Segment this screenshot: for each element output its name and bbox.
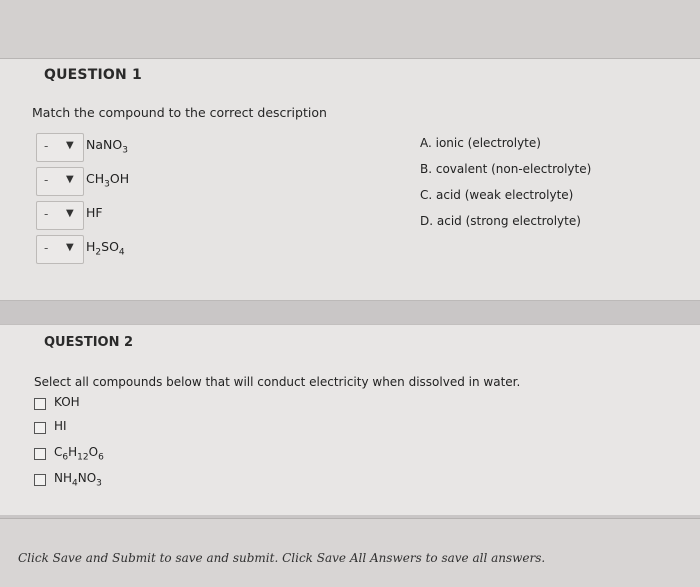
- match-row-nano3: [36, 133, 186, 163]
- answer-a: A. ionic (electrolyte): [420, 136, 541, 150]
- checkbox-icon[interactable]: [34, 474, 46, 486]
- select-placeholder: -: [44, 139, 49, 153]
- compound-label: $H_2SO_4$: [86, 239, 125, 258]
- option-label: HI: [54, 419, 67, 433]
- question-2-title: QUESTION 2: [44, 335, 134, 350]
- question-2-panel: [0, 324, 700, 515]
- chevron-down-icon: ▼: [66, 208, 74, 219]
- match-select-hf[interactable]: [36, 201, 84, 230]
- option-label: KOH: [54, 395, 80, 409]
- question-1-panel: [0, 58, 700, 301]
- option-label: $NH_4NO_3$: [54, 471, 102, 489]
- compound-label: $CH_3OH$: [86, 171, 130, 190]
- option-label: $C_6H_{12}O_6$: [54, 445, 104, 463]
- compound-label: NaNO$_3$: [86, 137, 128, 156]
- match-select-nano3[interactable]: [36, 133, 84, 162]
- match-row-h2so4: [36, 235, 186, 265]
- match-select-ch3oh[interactable]: [36, 167, 84, 196]
- compound-label: HF: [86, 205, 103, 220]
- select-placeholder: -: [44, 173, 49, 187]
- checkbox-icon[interactable]: [34, 422, 46, 434]
- match-select-h2so4[interactable]: [36, 235, 84, 264]
- match-row-hf: [36, 201, 186, 231]
- checkbox-icon[interactable]: [34, 448, 46, 460]
- answer-c: C. acid (weak electrolyte): [420, 188, 574, 202]
- question-2-instruction: Select all compounds below that will conduct electricity when dissolved in water.: [34, 375, 521, 389]
- chevron-down-icon: ▼: [66, 242, 74, 253]
- question-1-instruction: Match the compound to the correct description: [32, 105, 327, 120]
- select-placeholder: -: [44, 207, 49, 221]
- chevron-down-icon: ▼: [66, 140, 74, 151]
- checkbox-icon[interactable]: [34, 398, 46, 410]
- section-divider: [0, 300, 700, 301]
- footer: [0, 518, 700, 587]
- footer-instructions: Click Save and Submit to save and submit. Click Save All Answers to save all answers.: [18, 551, 546, 565]
- answer-choices: [420, 133, 591, 237]
- answer-d: D. acid (strong electrolyte): [420, 214, 581, 228]
- match-row-ch3oh: [36, 167, 186, 197]
- select-placeholder: -: [44, 241, 49, 255]
- top-strip: [0, 0, 700, 58]
- question-1-title: QUESTION 1: [44, 67, 142, 83]
- chevron-down-icon: ▼: [66, 174, 74, 185]
- answer-b: B. covalent (non-electrolyte): [420, 162, 592, 176]
